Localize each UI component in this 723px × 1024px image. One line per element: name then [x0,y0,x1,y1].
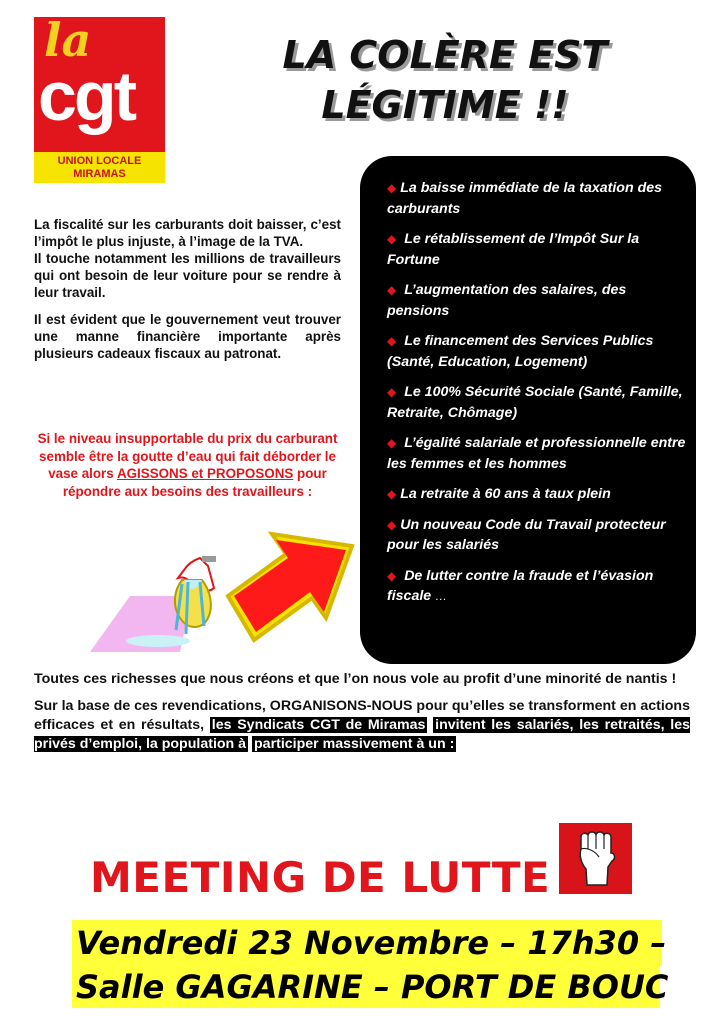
diamond-bullet-icon: ◆ [387,487,397,501]
diamond-bullet-icon: ◆ [387,232,397,246]
intro-text [34,216,341,372]
highlight-invitent: invitent les salariés, les retraités, les privés d’emploi, la population à [34,717,690,752]
diamond-bullet-icon: ◆ [387,181,397,195]
overflowing-vase-icon [90,556,216,652]
cgt-logo [34,13,165,183]
demand-item: ◆ La retraite à 60 ans à taux plein [387,486,611,502]
red-arrow-icon [228,534,352,640]
highlight-participer: participer massivement à un : [254,736,455,752]
diamond-bullet-icon: ◆ [387,568,397,583]
diamond-bullet-icon: ◆ [387,436,397,450]
logo-la-text: la [44,13,92,67]
demand-item: ◆ L’égalité salariale et professionnelle entre les femmes et les hommes [387,435,686,472]
meeting-date: Vendredi 23 Novembre – 17h30 – [76,924,667,962]
closing-p2: Sur la base de ces revendications, ORGANISONS-NOUS pour qu’elles se transforment en actions efficaces et en résultats, les Syndicats CGT de Miramas invitent les salariés, les retraités, les privés d’emploi, la population à participer massivement à un : [34,698,690,752]
cta-pre: Si le niveau insupportable du prix du carburant semble être la goutte d’eau qui fait déborder le vase alors [37,431,338,481]
demands-list [387,178,687,617]
highlight-syndicats: les Syndicats CGT de Miramas [211,717,426,733]
meeting-place: Salle GAGARINE – PORT DE BOUC [76,968,669,1006]
illustration [90,518,358,658]
headline-line2: LÉGITIME !! [321,83,569,127]
logo-cgt-text: cgt [38,57,134,135]
fist-icon [559,823,632,894]
diamond-bullet-icon: ◆ [387,517,397,532]
diamond-bullet-icon: ◆ [387,385,397,399]
demand-item: ◆ Le financement des Services Publics (Santé, Education, Logement) [387,333,654,370]
meeting-title: MEETING DE LUTTE [90,853,551,902]
logo-city-text: MIRAMAS [73,168,126,180]
diamond-bullet-icon: ◆ [387,283,397,297]
logo-union-text: UNION LOCALE [57,155,142,167]
headline-line1: LA COLÈRE EST [282,33,608,77]
intro-p3: Il est évident que le gouvernement veut trouver une manne financière importante après plusieurs cadeaux fiscaux au patronat. [34,312,341,361]
demand-item: ◆ Un nouveau Code du Travail protecteur pour les salariés [387,516,666,553]
headline [210,30,680,130]
diamond-bullet-icon: ◆ [387,334,397,348]
cta-post: pour répondre aux besoins des travailleurs : [62,466,327,499]
logo-union-band [34,152,165,183]
call-to-action-text [34,430,341,500]
demand-item: ◆ De lutter contre la fraude et l’évasion fiscale … [387,567,654,604]
cta-agissons: AGISSONS et PROPOSONS [116,466,294,481]
demand-item: ◆ Le 100% Sécurité Sociale (Santé, Famille, Retraite, Chômage) [387,384,683,421]
demand-item: ◆ L’augmentation des salaires, des pensions [387,282,627,319]
closing-p1: Toutes ces richesses que nous créons et que l’on nous vole au profit d’une minorité de nantis ! [34,671,677,687]
demand-item: ◆ Le rétablissement de l’Impôt Sur la Fortune [387,231,640,268]
closing-text [34,670,690,762]
intro-p1: La fiscalité sur les carburants doit baisser, c’est l’impôt le plus injuste, à l’image de la TVA. Il touche notamment les millions de travailleurs qui ont besoin de leur voiture pour se rendre à leur travail. [34,217,341,300]
demand-item: ◆ La baisse immédiate de la taxation des carburants [387,180,663,217]
